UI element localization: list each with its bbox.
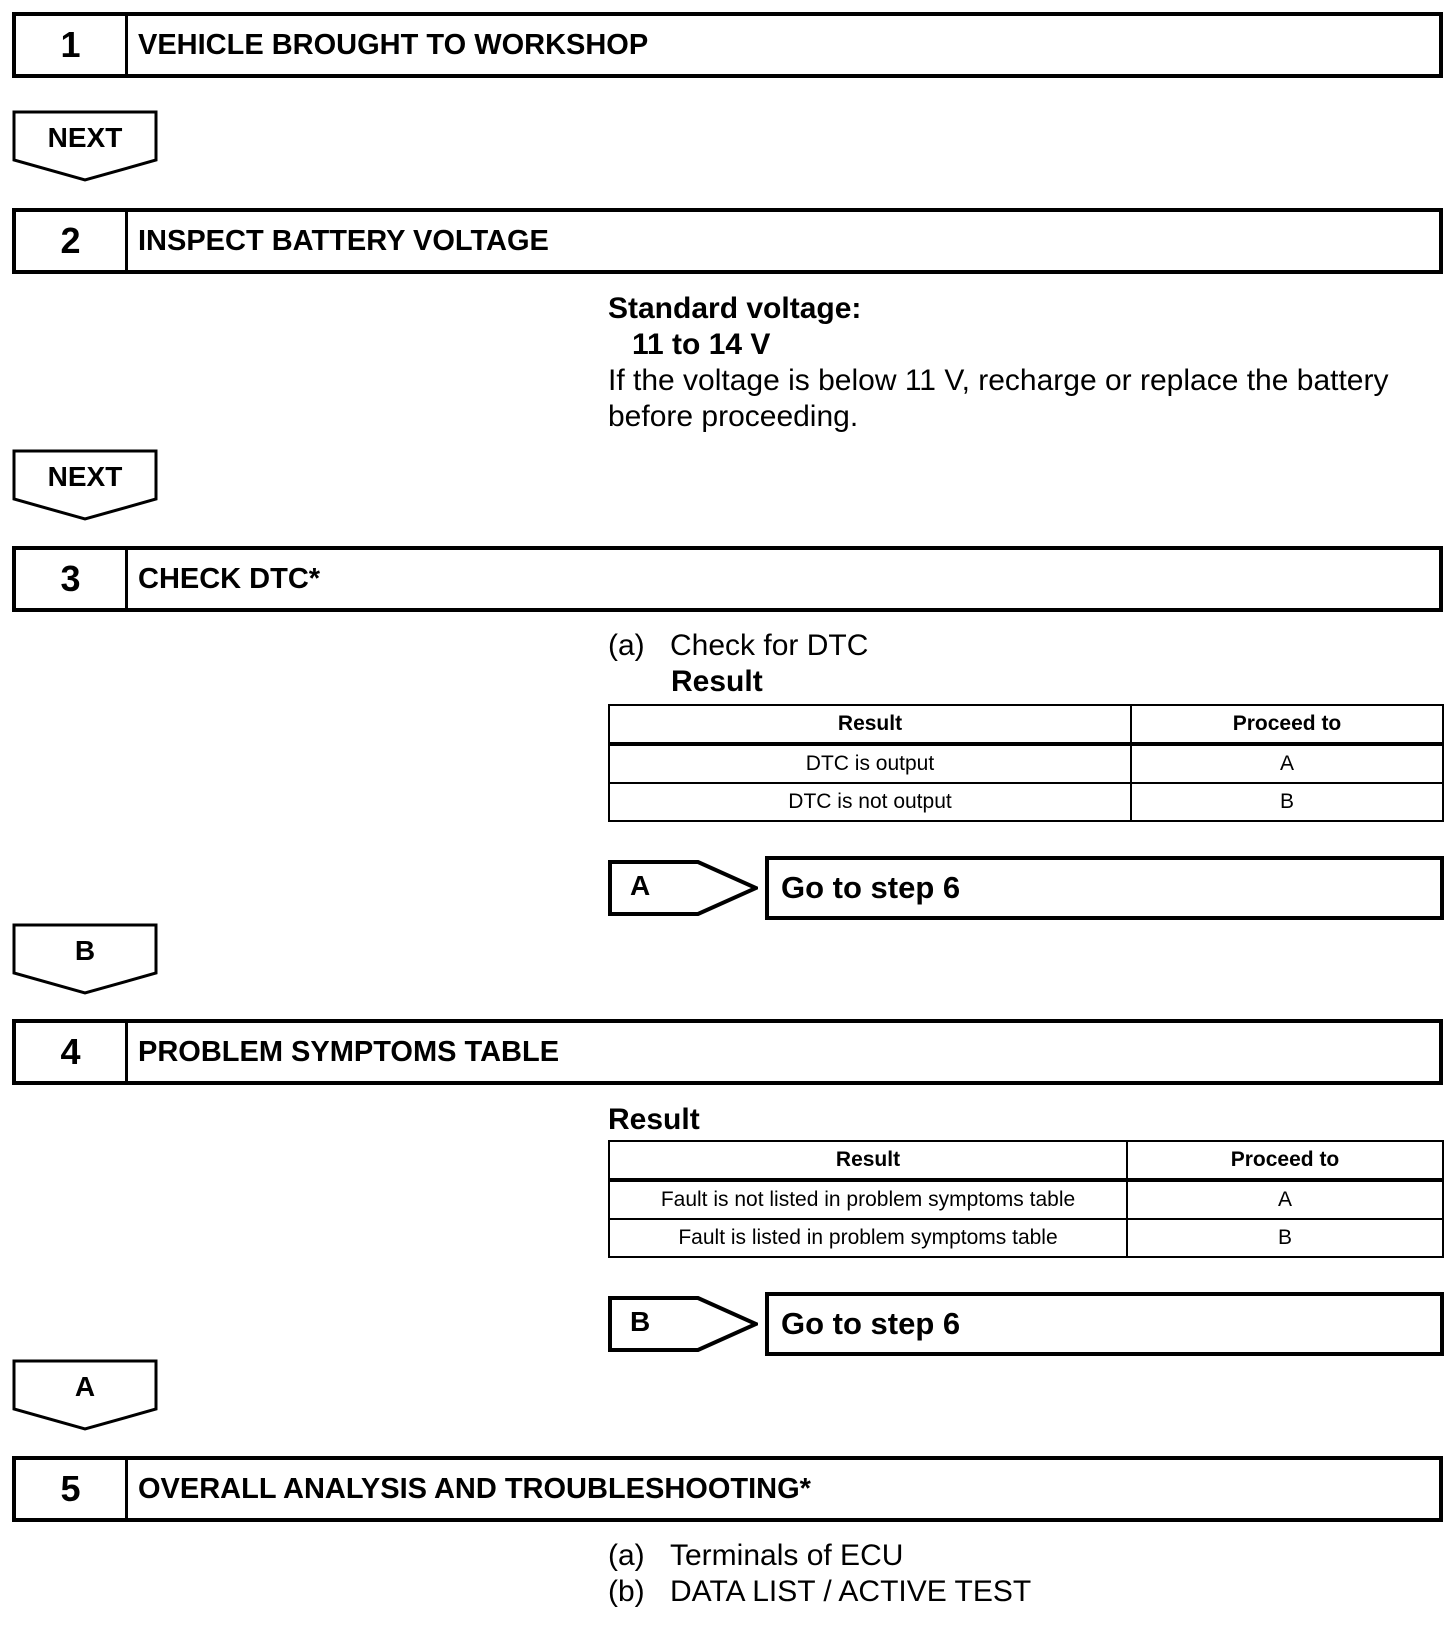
step-title: VEHICLE BROUGHT TO WORKSHOP: [138, 28, 649, 61]
step-4-header: [12, 1019, 1443, 1085]
arrow-label: NEXT: [47, 461, 123, 492]
branch-tag: [608, 860, 758, 916]
table-row: [609, 744, 1443, 783]
goto-step-6: [608, 856, 1444, 920]
item-index: (a): [608, 629, 645, 662]
table-header-row: [609, 705, 1443, 744]
standard-voltage-value: 11 to 14 V: [632, 328, 771, 361]
step-number: 5: [16, 1460, 128, 1518]
step-number: 4: [16, 1023, 128, 1081]
table-header-row: [609, 1141, 1443, 1180]
table-cell: Fault is listed in problem symptoms table: [609, 1219, 1127, 1257]
step-title: INSPECT BATTERY VOLTAGE: [138, 224, 549, 257]
table-cell: DTC is not output: [609, 783, 1131, 821]
step-1-header: [12, 12, 1443, 78]
step-number: 1: [16, 16, 128, 74]
item-index: (a): [608, 1539, 645, 1572]
item-text: Terminals of ECU: [670, 1539, 904, 1572]
goto-text: Go to step 6: [765, 1292, 1444, 1356]
branch-label: A: [630, 870, 651, 901]
table-cell: DTC is output: [609, 744, 1131, 783]
arrow-label: B: [74, 935, 96, 966]
step-title: PROBLEM SYMPTOMS TABLE: [138, 1035, 560, 1068]
table-cell: A: [1127, 1180, 1443, 1219]
result-table: [608, 704, 1444, 822]
next-arrow: [12, 449, 158, 521]
branch-tag: [608, 1296, 758, 1352]
step-2-header: [12, 208, 1443, 274]
result-label: Result: [608, 1103, 700, 1136]
table-cell: B: [1127, 1219, 1443, 1257]
step-title: CHECK DTC*: [138, 562, 321, 595]
step-number: 2: [16, 212, 128, 270]
voltage-note-line2: before proceeding.: [608, 400, 859, 433]
check-item: [608, 628, 868, 664]
branch-arrow: [12, 1359, 158, 1431]
table-header: Proceed to: [1127, 1141, 1443, 1180]
step-3-header: [12, 546, 1443, 612]
arrow-label: A: [74, 1371, 96, 1402]
item-index: (b): [608, 1575, 645, 1608]
table-header: Result: [609, 705, 1131, 744]
table-row: [609, 1219, 1443, 1257]
list-item: [608, 1574, 1031, 1610]
table-row: [609, 1180, 1443, 1219]
table-cell: B: [1131, 783, 1443, 821]
branch-arrow: [12, 923, 158, 995]
goto-step-6: [608, 1292, 1444, 1356]
table-row: [609, 783, 1443, 821]
table-header: Result: [609, 1141, 1127, 1180]
standard-voltage-label: Standard voltage:: [608, 292, 862, 325]
step-5-header: [12, 1456, 1443, 1522]
table-header: Proceed to: [1131, 705, 1443, 744]
step-number: 3: [16, 550, 128, 608]
arrow-label: NEXT: [47, 122, 123, 153]
voltage-note-line1: If the voltage is below 11 V, recharge or replace the battery: [608, 364, 1389, 397]
goto-text: Go to step 6: [765, 856, 1444, 920]
step-title: OVERALL ANALYSIS AND TROUBLESHOOTING*: [138, 1472, 811, 1505]
table-cell: Fault is not listed in problem symptoms table: [609, 1180, 1127, 1219]
branch-label: B: [630, 1306, 651, 1337]
table-cell: A: [1131, 744, 1443, 783]
next-arrow: [12, 110, 158, 182]
list-item: [608, 1538, 903, 1574]
result-label: Result: [671, 665, 763, 698]
item-text: Check for DTC: [670, 629, 869, 662]
item-text: DATA LIST / ACTIVE TEST: [670, 1575, 1032, 1608]
result-table: [608, 1140, 1444, 1258]
